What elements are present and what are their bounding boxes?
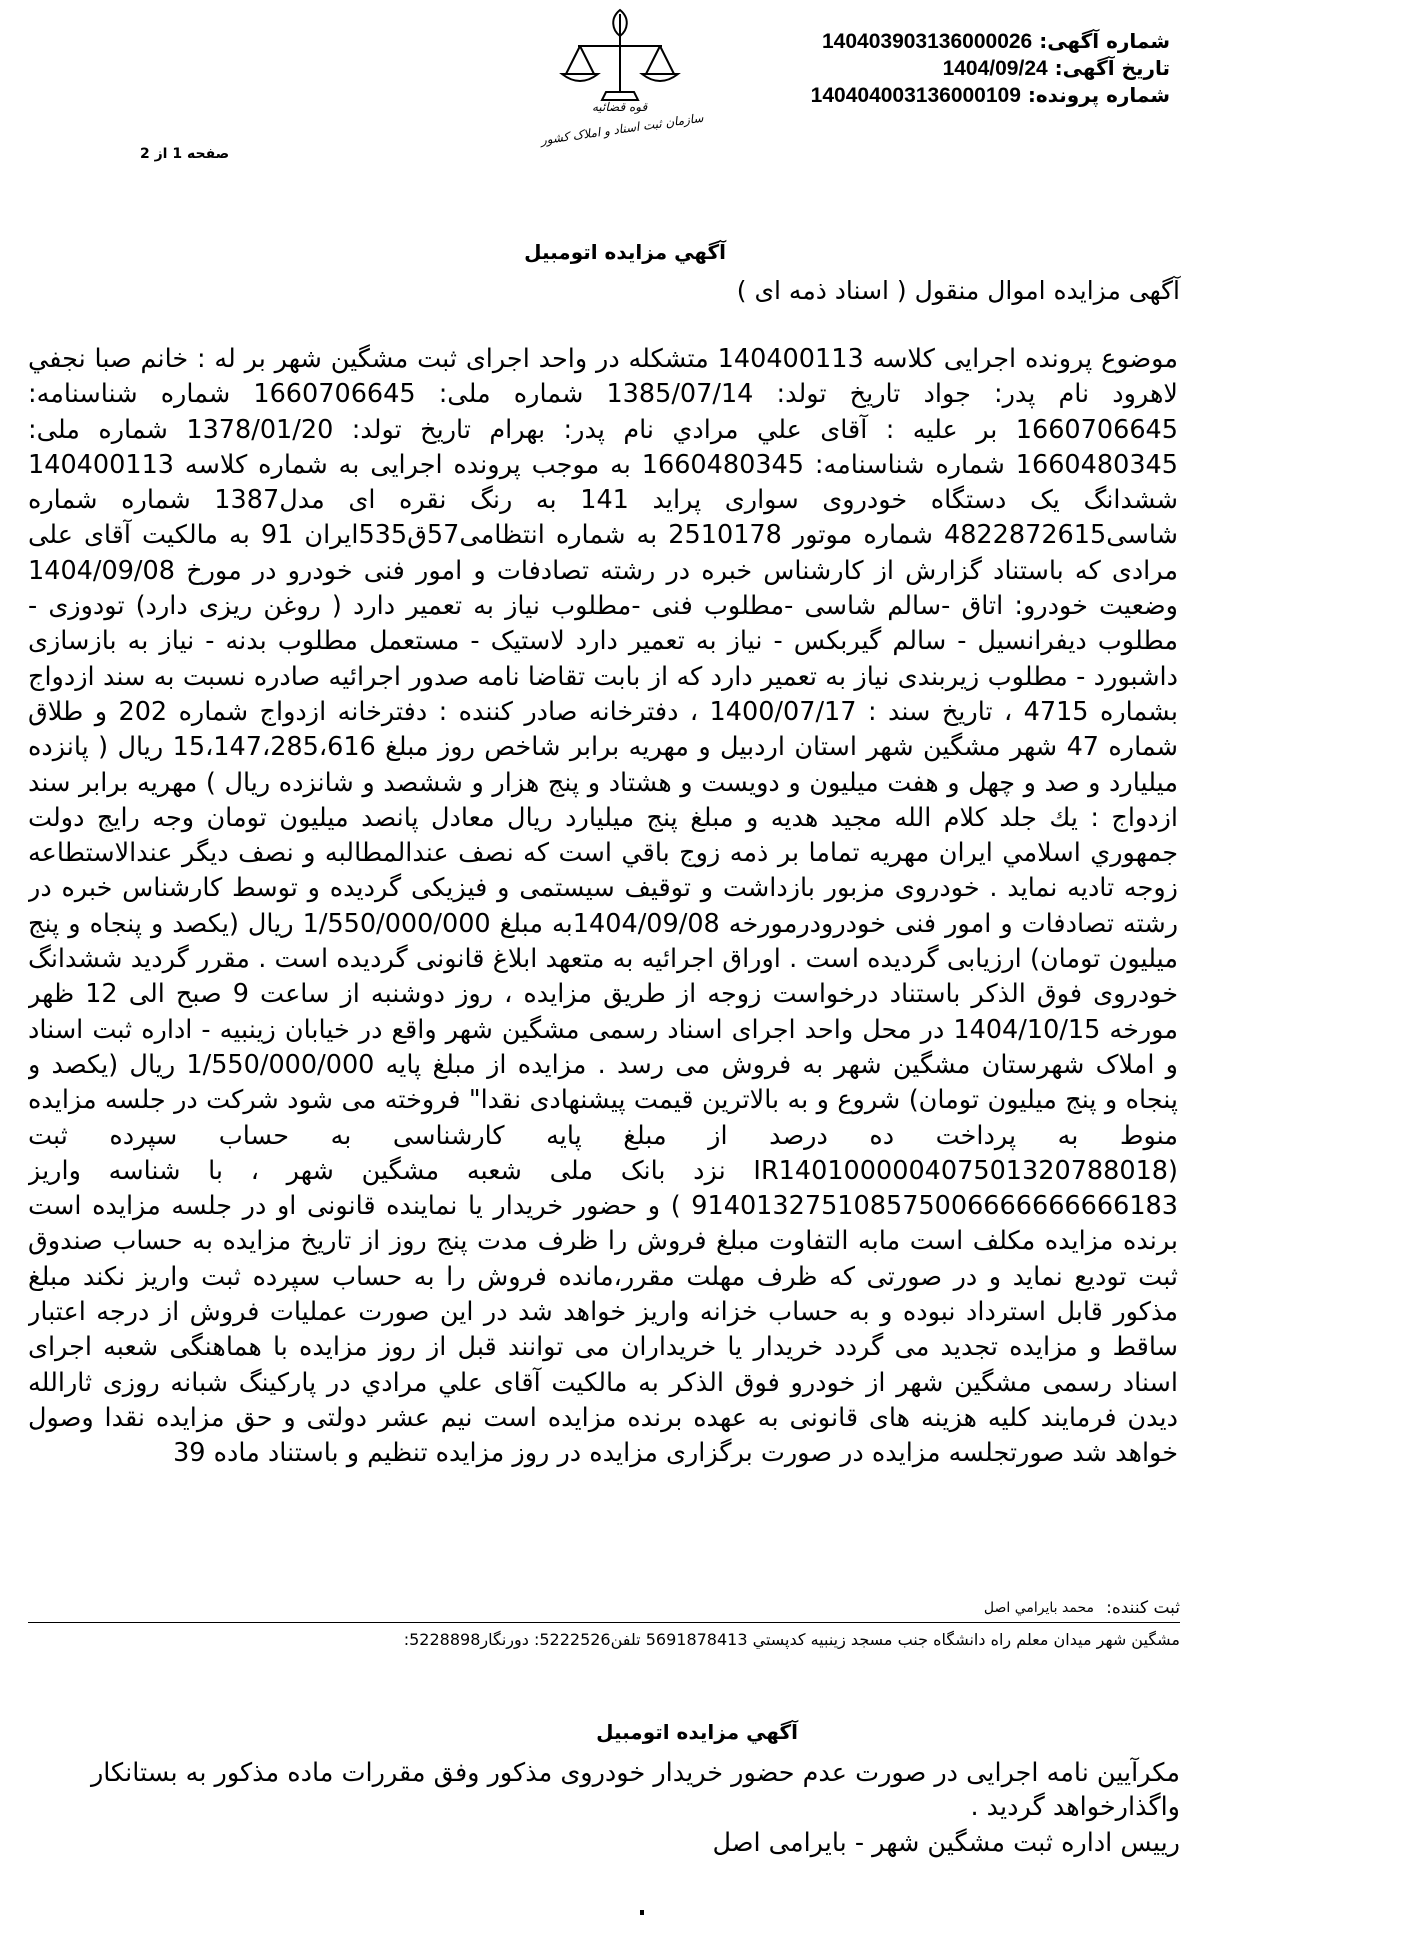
ad-number-value: 140403903136000026 [822, 30, 1033, 53]
ad-date-label: تاریخ آگهی: [1054, 56, 1170, 80]
continuation-text: مکرآیین نامه اجرایی در صورت عدم حضور خریدار خودروی مذکور وفق مقررات ماده مذکور به بستانکار واگذارخواهد گردید . [90, 1758, 1180, 1822]
document-title: آگهي مزايده اتومبيل [524, 240, 726, 264]
case-number-value: 140404003136000109 [810, 84, 1021, 107]
auction-notice-body [28, 342, 1178, 1590]
judiciary-emblem-logo [539, 0, 705, 185]
footer-divider [28, 1622, 1180, 1623]
ad-number-label: شماره آگهی: [1039, 29, 1170, 53]
footer-address: مشگين شهر ميدان معلم راه دانشگاه جنب مسجد زينبيه كدپستي 5691878413 تلفن5222526: دورنگار5228898: [403, 1630, 1180, 1649]
ad-date-row [811, 55, 1170, 82]
ad-number-row [811, 28, 1170, 55]
document-subtitle: آگهی مزایده اموال منقول ( اسناد ذمه ای ) [736, 276, 1180, 305]
continuation-signature: رییس اداره ثبت مشگین شهر - بایرامی اصل [712, 1828, 1180, 1858]
page-mark [640, 1910, 644, 1915]
page-indicator: صفحه 1 از 2 [140, 146, 230, 162]
case-number-label: شماره پرونده: [1027, 83, 1170, 107]
registrar-label: ثبت كننده: [1106, 1598, 1180, 1618]
ad-metadata [811, 28, 1170, 109]
ad-date-value: 1404/09/24 [942, 57, 1048, 80]
continuation-body [50, 1756, 1180, 1860]
logo-caption-registration-org: سازمان ثبت اسناد و املاک کشور [539, 110, 705, 148]
logo-caption-judiciary: قوه قضائیه [592, 100, 648, 114]
registrar-name: محمد بايرامي اصل [983, 1600, 1094, 1616]
case-number-row [811, 82, 1170, 109]
body-paragraph: موضوع پرونده اجرایی کلاسه 140400113 متشکله در واحد اجرای ثبت مشگین شهر بر له : خانم صبا نجفي لاهرود نام پدر: جواد تاریخ تولد: 1385/07/14 شماره ملی: 1660706645 شماره شناسنامه: 1660706645 بر علیه : آقای علي مرادي نام پدر: بهرام تاریخ تولد: 1378/01/20 شماره ملی: 1660480345 شماره شناسنامه: 1660480345 به موجب پرونده اجرایی به شماره کلاسه 140400113 ششدانگ یک دستگاه خودروی سواری پراید 141 به رنگ نقره ای مدل1387 شماره شماره شاسی4822872615 شماره موتور 2510178 به شماره انتظامی57ق535ایران 91 به مالکیت آقای علی مرادی که باستناد گزارش از کارشناس خبره در رشته تصادفات و امور فنی خودرو در مورخ 1404/09/08 وضعیت خودرو: اتاق -سالم شاسی -مطلوب فنی -مطلوب نیاز به تعمیر دارد ( روغن ریزی دارد) تودوزی - مطلوب دیفرانسیل - سالم گیربکس - نیاز به تعمیر دارد لاستیک - مستعمل مطلوب بدنه - نیاز به بازسازی داشبورد - مطلوب زیربندی نیاز به تعمیر دارد که از بابت تقاضا نامه صدور اجرائیه صادره نسبت به سند ازدواج بشماره 4715 ، تاریخ سند : 1400/07/17 ، دفترخانه صادر کننده : دفترخانه ازدواج شماره 202 و طلاق شماره 47 شهر مشگین شهر استان اردبیل و مهریه برابر شاخص روز مبلغ 15،147،285،616 ریال ( پانزده میلیارد و صد و چهل و هفت میلیون و دویست و هشتاد و پنج هزار و ششصد و شانزده ریال ) مهریه برابر سند ازدواج : يك جلد كلام الله مجيد هديه و مبلغ پنج ميليارد ريال معادل پانصد ميليون تومان وجه رايج دولت جمهوري اسلامي ايران مهريه تماما بر ذمه زوج باقي است كه نصف عندالمطالبه و نصف ديگر عندالاستطاعه زوجه تاديه نمايد . خودروی مزبور بازداشت و توقیف سیستمی و فیزیکی گردیده و توسط کارشناس خبره در رشته تصادفات و امور فنی خودرودرمورخه 1404/09/08به مبلغ 1/550/000/000 ریال (یکصد و پنجاه و پنج میلیون تومان) ارزیابی گردیده است . اوراق اجرائیه به متعهد ابلاغ قانونی گردیده است . مقرر گردید ششدانگ خودروی فوق الذکر باستناد درخواست زوجه از طریق مزایده ، روز دوشنبه از ساعت 9 صبح الی 12 ظهر مورخه 1404/10/15 در محل واحد اجرای اسناد رسمی مشگین شهر واقع در خیابان زینبیه - اداره ثبت اسناد و املاک شهرستان مشگین شهر به فروش می رسد . مزایده از مبلغ پایه 1/550/000/000 ریال (یکصد و پنجاه و پنج میلیون تومان) شروع و به بالاترین قیمت پیشنهادی نقدا" فروخته می شود شرکت در جلسه مزایده منوط به پرداخت ده درصد از مبلغ پایه کارشناسی به حساب سپرده ثبت (IR140100000407501320788018 نزد بانک ملی شعبه مشگین شهر ، با شناسه واریز 914013275108575006666666666183 ) و حضور خریدار یا نماینده قانونی او در جلسه مزایده است برنده مزایده مکلف است مابه التفاوت مبلغ فروش را ظرف مدت پنج روز از تاریخ مزایده به حساب صندوق ثبت تودیع نماید و در صورتی که ظرف مهلت مقرر،مانده فروش را به حساب سپرده ثبت واریز نکند مبلغ مذکور قابل استرداد نبوده و به حساب خزانه واریز خواهد شد در این صورت عملیات فروش از درجه اعتبار ساقط و مزایده تجدید می گردد خریدار یا خریداران می توانند قبل از روز مزایده با هماهنگی شعبه اجرای اسناد رسمی مشگین شهر از خودرو فوق الذکر به مالکیت آقای علي مرادي در پارکینگ شبانه روزی ثارالله دیدن فرمایند کلیه هزینه های قانونی به عهده برنده مزایده است نیم عشر دولتی و حق مزایده نقدا وصول خواهد شد صورتجلسه مزایده در صورت برگزاری مزایده در روز مزایده تنظیم و باستناد ماده 39 [28, 344, 1178, 1469]
continuation-title: آگهي مزايده اتومبيل [596, 1720, 798, 1744]
